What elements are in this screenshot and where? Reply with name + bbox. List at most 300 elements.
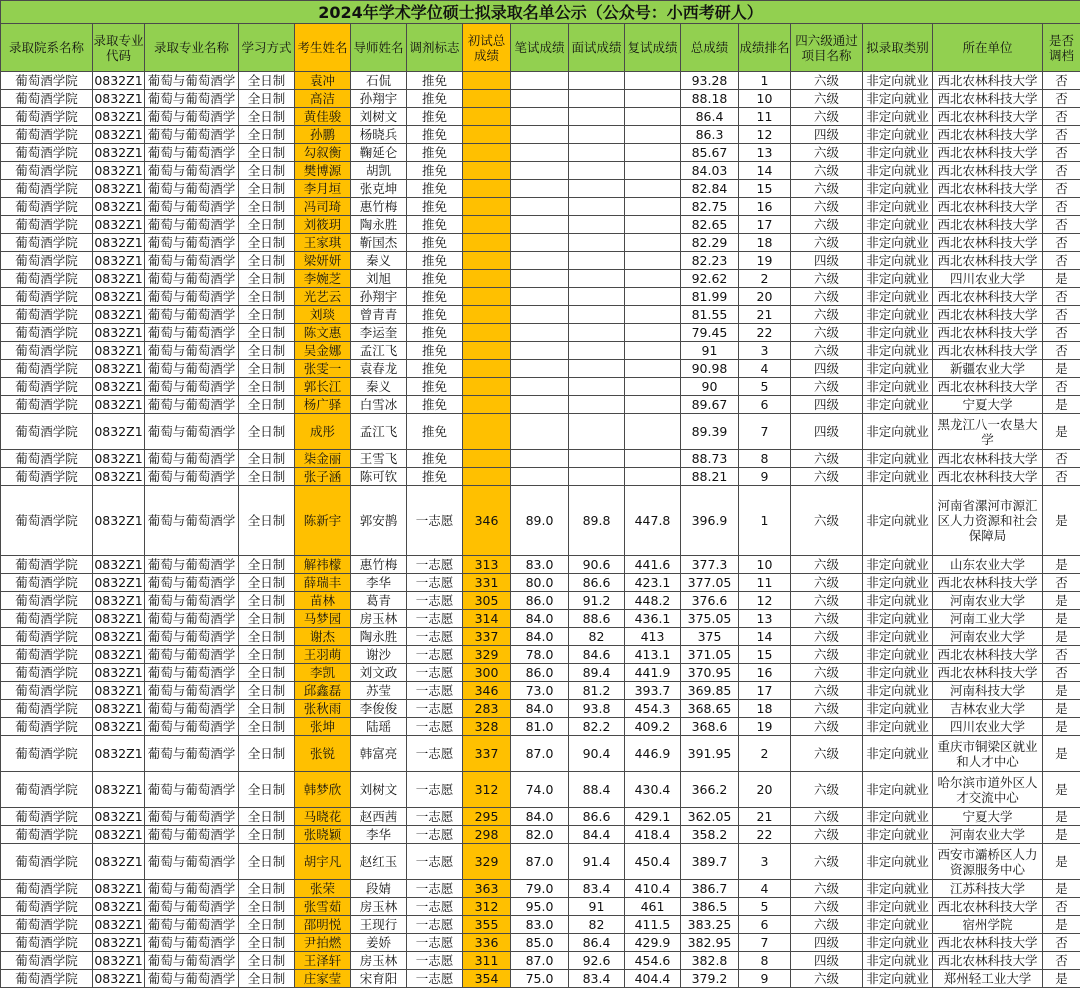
table-cell	[463, 108, 511, 126]
table-cell: 葡萄与葡萄酒学	[145, 162, 239, 180]
table-cell: 379.2	[681, 970, 739, 988]
table-cell: 0832Z1	[94, 629, 143, 644]
table-cell	[463, 180, 511, 198]
table-cell: 19	[739, 252, 791, 270]
table-cell: 非定向就业	[863, 324, 933, 342]
table-cell: 7	[739, 934, 791, 952]
table-cell: 461	[625, 898, 681, 916]
table-cell: 西北农林科技大学	[933, 144, 1043, 162]
table-cell: 葡萄酒学院	[1, 628, 93, 646]
table-cell: 葡萄酒学院	[1, 342, 93, 360]
table-cell: 四级	[791, 934, 863, 952]
table-cell: 全日制	[239, 826, 295, 844]
table-cell: 葡萄酒学院	[1, 574, 93, 592]
table-cell: 82	[569, 628, 625, 646]
table-cell: 298	[463, 826, 511, 844]
table-cell: 全日制	[239, 72, 295, 90]
table-cell: 89.0	[511, 486, 569, 556]
table-cell: 推免	[407, 342, 463, 360]
table-cell	[625, 216, 681, 234]
table-cell: 一志愿	[407, 898, 463, 916]
table-cell: 0832Z1	[94, 827, 143, 842]
table-cell: 段婧	[351, 880, 407, 898]
table-cell: 312	[463, 898, 511, 916]
table-cell: 0832Z1	[94, 719, 143, 734]
table-cell: 89.67	[681, 396, 739, 414]
table-cell: 一志愿	[407, 772, 463, 808]
table-cell: 84.03	[681, 162, 739, 180]
table-cell: 88.18	[681, 90, 739, 108]
table-cell: 六级	[791, 736, 863, 772]
table-cell: 葡萄酒学院	[1, 90, 93, 108]
table-cell: 推免	[407, 216, 463, 234]
table-cell: 否	[1043, 646, 1080, 664]
table-cell: 15	[739, 646, 791, 664]
table-cell: 90.6	[569, 556, 625, 574]
table-cell: 328	[463, 718, 511, 736]
table-cell: 惠竹梅	[351, 198, 407, 216]
table-cell: 429.9	[625, 934, 681, 952]
table-cell: 葡萄酒学院	[1, 808, 93, 826]
table-cell: 329	[463, 646, 511, 664]
table-cell: 西北农林科技大学	[933, 324, 1043, 342]
table-cell: 河南省漯河市源汇区人力资源和社会保障局	[933, 486, 1043, 556]
table-cell: 92.62	[681, 270, 739, 288]
table-cell: 一志愿	[407, 952, 463, 970]
table-cell: 93.8	[569, 700, 625, 718]
table-cell: 葡萄酒学院	[1, 592, 93, 610]
table-cell: 四川农业大学	[933, 270, 1043, 288]
table-cell: 推免	[407, 396, 463, 414]
table-cell: 全日制	[239, 486, 295, 556]
table-row	[1, 270, 1080, 288]
table-cell: 300	[463, 664, 511, 682]
table-row	[1, 126, 1080, 144]
table-row	[1, 700, 1080, 718]
column-header: 导师姓名	[351, 24, 407, 72]
table-cell: 否	[1043, 108, 1080, 126]
table-cell: 推免	[407, 90, 463, 108]
table-cell: 否	[1043, 342, 1080, 360]
table-cell	[625, 450, 681, 468]
table-cell	[625, 360, 681, 378]
table-cell: 马晓花	[295, 808, 351, 826]
table-cell: 四级	[791, 360, 863, 378]
table-cell: 82.84	[681, 180, 739, 198]
table-cell: 81.2	[569, 682, 625, 700]
table-row	[1, 342, 1080, 360]
table-cell: 苗林	[295, 592, 351, 610]
table-cell: 全日制	[239, 306, 295, 324]
table-cell: 六级	[791, 916, 863, 934]
table-cell	[569, 234, 625, 252]
table-cell: 葡萄与葡萄酒学	[145, 574, 239, 592]
table-cell: 靳国杰	[351, 234, 407, 252]
table-cell: 375.05	[681, 610, 739, 628]
table-cell: 成彤	[295, 414, 351, 450]
table-cell: 六级	[791, 628, 863, 646]
table-cell: 吴金娜	[295, 342, 351, 360]
table-cell	[511, 90, 569, 108]
table-cell: 宁夏大学	[933, 396, 1043, 414]
table-cell: 房玉林	[351, 952, 407, 970]
table-cell	[625, 306, 681, 324]
table-cell: 孙鹏	[295, 126, 351, 144]
table-cell: 391.95	[681, 736, 739, 772]
table-cell: 葡萄酒学院	[1, 664, 93, 682]
table-cell: 295	[463, 808, 511, 826]
table-cell: 非定向就业	[863, 844, 933, 880]
table-cell: 葡萄酒学院	[1, 360, 93, 378]
table-cell: 是	[1043, 808, 1080, 826]
column-header: 录取专业代码	[93, 24, 145, 72]
table-cell: 推免	[407, 360, 463, 378]
table-cell: 非定向就业	[863, 270, 933, 288]
table-cell: 362.05	[681, 808, 739, 826]
table-cell: 一志愿	[407, 934, 463, 952]
table-cell: 全日制	[239, 574, 295, 592]
table-cell	[463, 216, 511, 234]
table-cell: 0832Z1	[94, 611, 143, 626]
table-cell: 葡萄酒学院	[1, 180, 93, 198]
table-cell	[625, 90, 681, 108]
table-cell: 是	[1043, 414, 1080, 450]
table-cell: 光艺云	[295, 288, 351, 306]
table-cell: 葡萄酒学院	[1, 952, 93, 970]
table-cell: 17	[739, 216, 791, 234]
table-cell: 否	[1043, 952, 1080, 970]
table-cell	[511, 126, 569, 144]
table-cell: 0832Z1	[94, 971, 143, 986]
table-cell: 90.98	[681, 360, 739, 378]
table-cell: 88.6	[569, 610, 625, 628]
table-cell: 非定向就业	[863, 718, 933, 736]
table-cell: 葡萄酒学院	[1, 826, 93, 844]
table-cell: 368.6	[681, 718, 739, 736]
table-cell: 西北农林科技大学	[933, 72, 1043, 90]
table-cell	[569, 162, 625, 180]
table-cell: 313	[463, 556, 511, 574]
table-cell	[625, 342, 681, 360]
table-cell	[569, 90, 625, 108]
table-cell: 0832Z1	[94, 881, 143, 896]
table-cell: 一志愿	[407, 808, 463, 826]
table-cell: 葡萄与葡萄酒学	[145, 610, 239, 628]
table-cell: 全日制	[239, 468, 295, 486]
table-cell: 否	[1043, 324, 1080, 342]
table-cell: 葡萄与葡萄酒学	[145, 664, 239, 682]
table-cell: 非定向就业	[863, 916, 933, 934]
table-cell	[463, 288, 511, 306]
table-cell: 西北农林科技大学	[933, 108, 1043, 126]
table-row	[1, 414, 1080, 450]
table-cell: 苏莹	[351, 682, 407, 700]
column-header: 笔试成绩	[511, 24, 569, 72]
table-cell: 葡萄与葡萄酒学	[145, 556, 239, 574]
table-cell: 是	[1043, 396, 1080, 414]
table-cell	[569, 198, 625, 216]
table-row	[1, 808, 1080, 826]
table-cell: 张荣	[295, 880, 351, 898]
table-cell: 六级	[791, 288, 863, 306]
table-cell: 否	[1043, 468, 1080, 486]
table-cell: 4	[739, 880, 791, 898]
table-cell: 80.0	[511, 574, 569, 592]
table-cell: 441.6	[625, 556, 681, 574]
table-cell: 张雯一	[295, 360, 351, 378]
table-cell: 409.2	[625, 718, 681, 736]
table-cell: 李月垣	[295, 180, 351, 198]
table-cell: 363	[463, 880, 511, 898]
table-cell: 非定向就业	[863, 826, 933, 844]
table-cell: 是	[1043, 592, 1080, 610]
table-cell: 葡萄与葡萄酒学	[145, 486, 239, 556]
column-header: 所在单位	[933, 24, 1043, 72]
table-cell: 郑州轻工业大学	[933, 970, 1043, 988]
table-cell: 六级	[791, 556, 863, 574]
table-cell: 葡萄酒学院	[1, 970, 93, 988]
table-cell: 否	[1043, 288, 1080, 306]
table-cell	[511, 144, 569, 162]
table-cell: 葡萄酒学院	[1, 898, 93, 916]
table-cell: 胡宇凡	[295, 844, 351, 880]
table-cell: 全日制	[239, 970, 295, 988]
table-cell: 葡萄与葡萄酒学	[145, 772, 239, 808]
table-cell: 葡萄与葡萄酒学	[145, 628, 239, 646]
table-cell: 1	[739, 72, 791, 90]
table-cell: 否	[1043, 574, 1080, 592]
table-cell: 葡萄酒学院	[1, 234, 93, 252]
table-cell: 刘筱玥	[295, 216, 351, 234]
table-cell: 推免	[407, 252, 463, 270]
table-cell: 西北农林科技大学	[933, 574, 1043, 592]
table-cell: 六级	[791, 772, 863, 808]
table-cell: 西北农林科技大学	[933, 450, 1043, 468]
table-cell: 429.1	[625, 808, 681, 826]
table-cell: 李华	[351, 574, 407, 592]
table-cell: 0832Z1	[94, 935, 143, 950]
table-cell: 全日制	[239, 234, 295, 252]
table-cell: 9	[739, 468, 791, 486]
table-cell: 葡萄酒学院	[1, 288, 93, 306]
table-cell: 非定向就业	[863, 628, 933, 646]
table-cell: 全日制	[239, 952, 295, 970]
table-cell: 非定向就业	[863, 486, 933, 556]
table-cell: 黑龙江八一农垦大学	[933, 414, 1043, 450]
table-cell: 非定向就业	[863, 970, 933, 988]
table-cell: 六级	[791, 324, 863, 342]
table-cell: 全日制	[239, 360, 295, 378]
table-cell: 非定向就业	[863, 556, 933, 574]
table-cell: 全日制	[239, 162, 295, 180]
table-cell: 非定向就业	[863, 396, 933, 414]
table-cell: 否	[1043, 234, 1080, 252]
column-header: 录取专业名称	[145, 24, 239, 72]
table-cell: 0832Z1	[93, 772, 145, 808]
table-cell: 葡萄酒学院	[1, 270, 93, 288]
table-cell: 全日制	[239, 108, 295, 126]
table-row	[1, 880, 1080, 898]
table-cell: 0832Z1	[94, 701, 143, 716]
table-cell: 0832Z1	[94, 665, 143, 680]
table-cell	[625, 414, 681, 450]
table-cell: 17	[739, 682, 791, 700]
table-cell: 李运奎	[351, 324, 407, 342]
table-cell: 73.0	[511, 682, 569, 700]
table-row	[1, 144, 1080, 162]
table-cell: 六级	[791, 844, 863, 880]
table-cell: 郭长江	[295, 378, 351, 396]
table-cell: 葡萄与葡萄酒学	[145, 252, 239, 270]
table-cell	[569, 72, 625, 90]
table-cell: 13	[739, 144, 791, 162]
table-cell	[511, 108, 569, 126]
table-cell: 是	[1043, 718, 1080, 736]
table-cell: 黄佳骏	[295, 108, 351, 126]
table-cell: 全日制	[239, 736, 295, 772]
table-cell: 非定向就业	[863, 162, 933, 180]
table-cell: 11	[739, 108, 791, 126]
table-cell	[569, 144, 625, 162]
table-cell	[569, 378, 625, 396]
table-cell: 六级	[791, 306, 863, 324]
table-cell: 0832Z1	[94, 397, 143, 412]
table-cell: 82.2	[569, 718, 625, 736]
table-cell: 房玉林	[351, 898, 407, 916]
table-cell: 葡萄与葡萄酒学	[145, 144, 239, 162]
table-cell: 全日制	[239, 324, 295, 342]
table-cell	[625, 324, 681, 342]
table-cell: 0832Z1	[93, 736, 145, 772]
table-cell: 葡萄酒学院	[1, 162, 93, 180]
table-row	[1, 360, 1080, 378]
table-cell	[625, 198, 681, 216]
table-cell: 葡萄酒学院	[1, 414, 93, 450]
table-cell: 一志愿	[407, 592, 463, 610]
table-cell: 西北农林科技大学	[933, 378, 1043, 396]
table-cell: 0832Z1	[94, 145, 143, 160]
table-cell	[511, 360, 569, 378]
table-cell: 是	[1043, 826, 1080, 844]
table-cell: 推免	[407, 162, 463, 180]
table-cell: 87.0	[511, 952, 569, 970]
table-cell: 305	[463, 592, 511, 610]
table-cell: 非定向就业	[863, 468, 933, 486]
table-cell: 六级	[791, 574, 863, 592]
table-cell: 0832Z1	[94, 181, 143, 196]
table-cell	[569, 468, 625, 486]
table-cell: 410.4	[625, 880, 681, 898]
table-cell: 葡萄与葡萄酒学	[145, 952, 239, 970]
table-cell: 吉林农业大学	[933, 700, 1043, 718]
table-cell: 鞠延仑	[351, 144, 407, 162]
table-cell: 葡萄与葡萄酒学	[145, 396, 239, 414]
table-cell: 葡萄酒学院	[1, 682, 93, 700]
table-cell: 396.9	[681, 486, 739, 556]
table-cell: 全日制	[239, 628, 295, 646]
table-cell: 是	[1043, 700, 1080, 718]
table-cell	[463, 360, 511, 378]
table-cell: 413	[625, 628, 681, 646]
table-cell: 西北农林科技大学	[933, 126, 1043, 144]
table-cell: 88.4	[569, 772, 625, 808]
table-cell	[511, 180, 569, 198]
table-cell: 葡萄酒学院	[1, 108, 93, 126]
table-cell: 葡萄与葡萄酒学	[145, 736, 239, 772]
table-cell: 石侃	[351, 72, 407, 90]
table-cell: 91.4	[569, 844, 625, 880]
table-cell: 75.0	[511, 970, 569, 988]
table-cell: 葡萄酒学院	[1, 486, 93, 556]
table-cell: 93.28	[681, 72, 739, 90]
table-cell: 六级	[791, 342, 863, 360]
table-cell: 382.95	[681, 934, 739, 952]
table-row	[1, 628, 1080, 646]
table-cell: 六级	[791, 234, 863, 252]
table-cell: 84.0	[511, 628, 569, 646]
table-cell: 是	[1043, 970, 1080, 988]
table-cell: 葛青	[351, 592, 407, 610]
table-cell: 366.2	[681, 772, 739, 808]
table-cell	[511, 324, 569, 342]
table-cell: 郭安鹊	[351, 486, 407, 556]
table-cell: 葡萄酒学院	[1, 198, 93, 216]
table-cell: 20	[739, 772, 791, 808]
table-cell: 非定向就业	[863, 898, 933, 916]
table-cell: 否	[1043, 126, 1080, 144]
table-cell: 李凯	[295, 664, 351, 682]
table-cell: 337	[463, 628, 511, 646]
table-cell	[569, 414, 625, 450]
table-cell: 81.0	[511, 718, 569, 736]
table-cell: 82.65	[681, 216, 739, 234]
table-cell: 423.1	[625, 574, 681, 592]
column-header: 总成绩	[681, 24, 739, 72]
table-cell: 90	[681, 378, 739, 396]
table-cell: 10	[739, 556, 791, 574]
table-cell	[463, 198, 511, 216]
table-cell: 89.8	[569, 486, 625, 556]
table-cell: 全日制	[239, 126, 295, 144]
table-cell: 葡萄与葡萄酒学	[145, 934, 239, 952]
table-cell: 张晓颖	[295, 826, 351, 844]
table-cell: 葡萄酒学院	[1, 306, 93, 324]
table-cell: 孙翔宇	[351, 288, 407, 306]
table-row	[1, 486, 1080, 556]
table-cell: 杨晓兵	[351, 126, 407, 144]
table-cell: 3	[739, 342, 791, 360]
table-row	[1, 952, 1080, 970]
table-cell: 非定向就业	[863, 700, 933, 718]
table-cell: 否	[1043, 664, 1080, 682]
table-cell: 葡萄与葡萄酒学	[145, 378, 239, 396]
table-cell: 王泽轩	[295, 952, 351, 970]
table-cell: 解祎檬	[295, 556, 351, 574]
table-cell: 非定向就业	[863, 682, 933, 700]
table-cell	[569, 108, 625, 126]
table-row	[1, 396, 1080, 414]
table-cell: 329	[463, 844, 511, 880]
table-cell: 葡萄与葡萄酒学	[145, 198, 239, 216]
table-cell: 81.55	[681, 306, 739, 324]
table-cell: 82.29	[681, 234, 739, 252]
table-cell: 西北农林科技大学	[933, 664, 1043, 682]
table-cell: 非定向就业	[863, 808, 933, 826]
table-cell: 2	[739, 270, 791, 288]
table-cell: 91	[569, 898, 625, 916]
table-cell: 86.4	[681, 108, 739, 126]
table-cell	[625, 162, 681, 180]
